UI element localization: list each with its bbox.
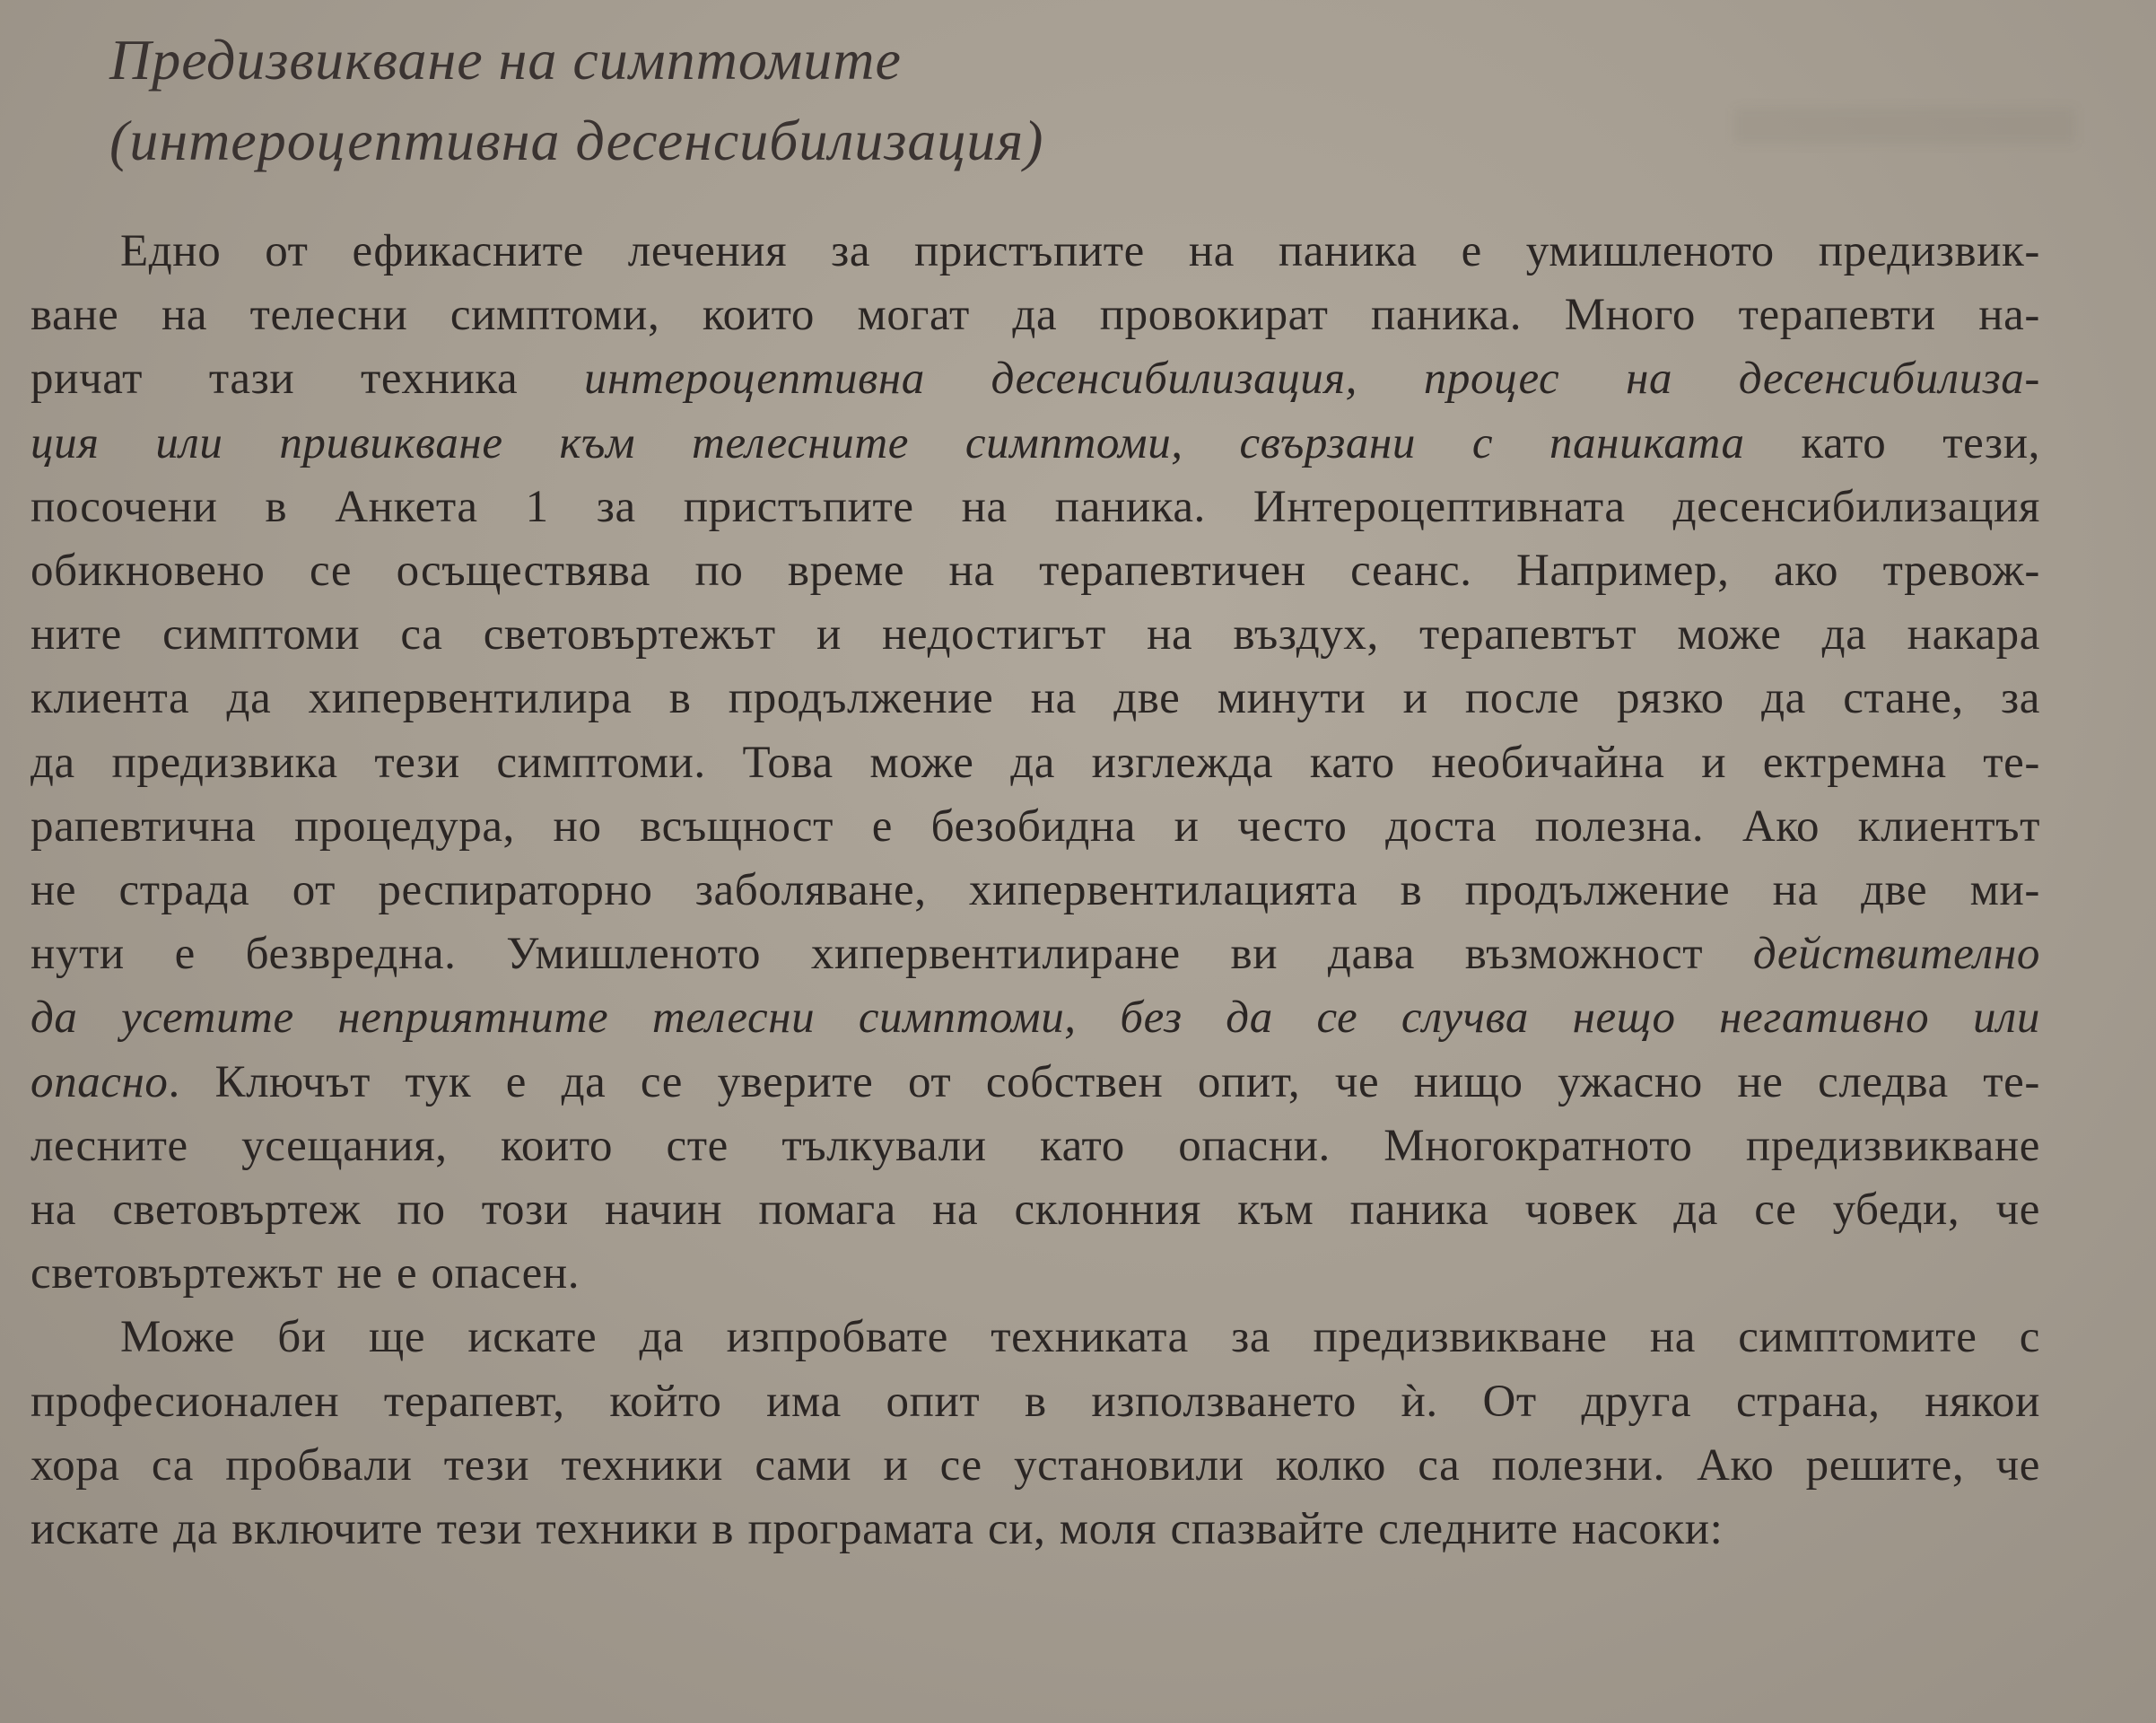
text-line bbox=[31, 795, 2040, 859]
section-heading-line: (интероцептивна десенсибилизация) bbox=[109, 109, 1044, 172]
text-run: рапевтична процедура, но всъщност е безобидна и често доста полезна. Ако клиентът bbox=[31, 800, 2040, 852]
text-run: професионален терапевт, който има опит в използването ѝ. От друга страна, някои bbox=[31, 1376, 2040, 1427]
italic-text-run: интероцептивна десенсибилизация, процес на десенсибилиза- bbox=[584, 354, 2040, 405]
text-line bbox=[31, 220, 2040, 284]
italic-text-run: опасно bbox=[31, 1056, 169, 1107]
text-line bbox=[31, 603, 2040, 667]
italic-text-run: да усетите неприятните телесни симптоми, без да се случва нещо негативно или bbox=[31, 993, 2040, 1044]
text-line bbox=[31, 667, 2040, 730]
section-heading-line: Предизвикване на симптомите bbox=[109, 28, 902, 92]
paragraph bbox=[31, 1306, 2040, 1561]
text-run: обикновено се осъществява по време на терапевтичен сеанс. Например, ако тревож- bbox=[31, 546, 2040, 597]
text-run: ните симптоми са световъртежът и недостигът на въздух, терапевтът може да накара bbox=[31, 609, 2040, 660]
text-run: като тези, bbox=[1744, 417, 2040, 468]
text-run: . Ключът тук е да се уверите от собствен опит, че нищо ужасно не следва те- bbox=[168, 1056, 2040, 1107]
text-run: посочени в Анкета 1 за пристъпите на паника. Интероцептивната десенсибилизация bbox=[31, 481, 2040, 532]
text-line bbox=[31, 1434, 2040, 1498]
text-run: не страда от респираторно заболяване, хипервентилацията в продължение на две ми- bbox=[31, 865, 2040, 916]
paragraph bbox=[31, 220, 2040, 1306]
text-run: хора са пробвали тези техники сами и се установили колко са полезни. Ако решите, че bbox=[31, 1439, 2040, 1491]
text-line bbox=[31, 539, 2040, 603]
text-line bbox=[31, 347, 2040, 411]
section-heading bbox=[109, 20, 1043, 181]
text-run: Може би ще искате да изпробвате техниката за предизвикване на симптомите с bbox=[120, 1312, 2040, 1363]
italic-text-run: ция или привикване към телесните симптоми, свързани с паниката bbox=[31, 417, 1745, 468]
text-line bbox=[31, 284, 2040, 347]
text-line bbox=[31, 859, 2040, 923]
text-line bbox=[31, 1242, 2040, 1306]
text-line bbox=[31, 986, 2040, 1050]
text-line bbox=[31, 476, 2040, 539]
body-text bbox=[31, 220, 2040, 1561]
text-run: нути е безвредна. Умишленото хипервентилиране ви дава възможност bbox=[31, 929, 1753, 980]
text-line bbox=[31, 1498, 2040, 1561]
text-line bbox=[31, 1178, 2040, 1242]
text-run: да предизвика тези симптоми. Това може да изглежда като необичайна и ектремна те- bbox=[31, 737, 2040, 788]
text-run: клиента да хипервентилира в продължение на две минути и после рязко да стане, за bbox=[31, 673, 2040, 724]
text-run: искате да включите тези техники в програмата си, моля спазвайте следните насоки: bbox=[31, 1504, 1724, 1555]
italic-text-run: действително bbox=[1752, 929, 2040, 980]
text-run: Едно от ефикасните лечения за пристъпите на паника е умишленото предизвик- bbox=[120, 226, 2040, 276]
text-run: световъртежът не е опасен. bbox=[31, 1248, 580, 1299]
text-line bbox=[31, 923, 2040, 986]
text-line bbox=[31, 1370, 2040, 1434]
text-line bbox=[31, 731, 2040, 795]
page-bleed-through bbox=[1734, 108, 2075, 144]
text-run: лесните усещания, които сте тълкували като опасни. Многократното предизвикване bbox=[31, 1120, 2040, 1171]
text-line bbox=[31, 1051, 2040, 1115]
text-run: на световъртеж по този начин помага на склонния към паника човек да се убеди, че bbox=[31, 1185, 2040, 1236]
text-run: ричат тази техника bbox=[31, 354, 585, 405]
text-line bbox=[31, 412, 2040, 476]
text-line bbox=[31, 1306, 2040, 1369]
text-line bbox=[31, 1115, 2040, 1178]
text-run: ване на телесни симптоми, които могат да провокират паника. Много терапевти на- bbox=[31, 290, 2040, 341]
